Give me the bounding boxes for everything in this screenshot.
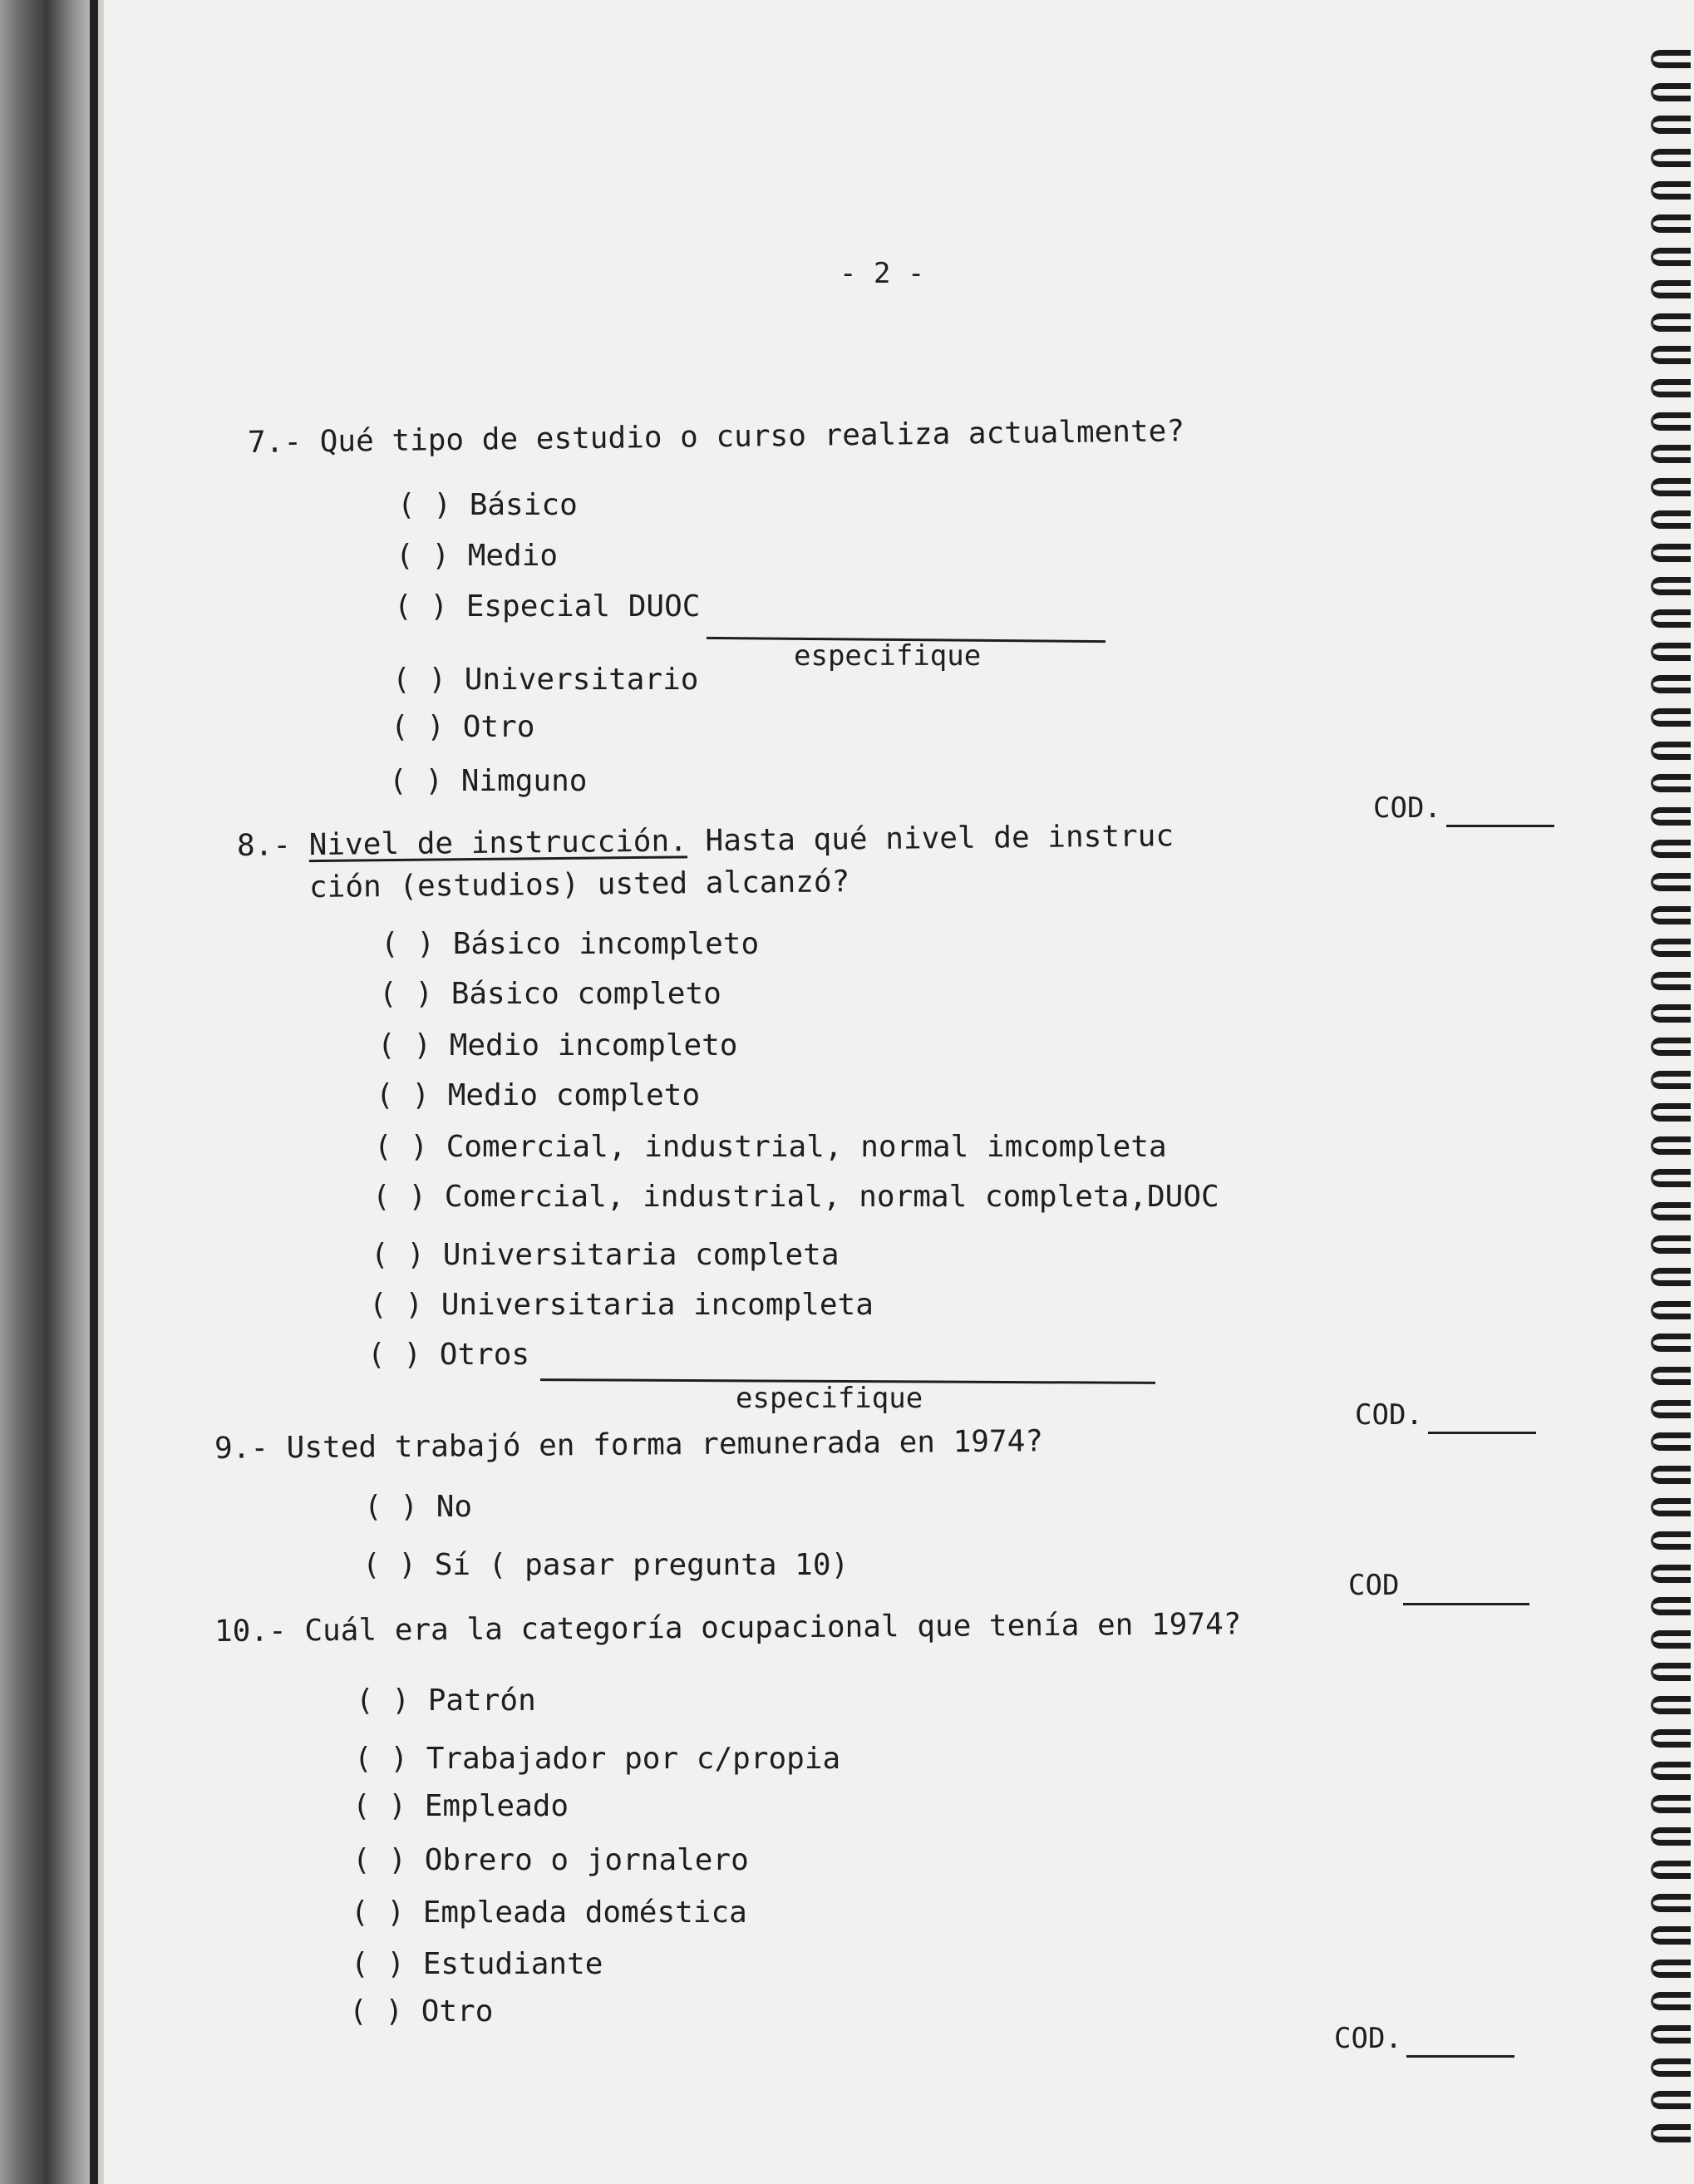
spiral-coil bbox=[1651, 346, 1691, 364]
spiral-coil bbox=[1651, 412, 1691, 431]
spiral-coil bbox=[1651, 1894, 1691, 1912]
question-9-number: 9.- bbox=[214, 1431, 269, 1466]
spiral-coil bbox=[1651, 774, 1691, 792]
question-8 bbox=[237, 821, 1174, 861]
spiral-coil bbox=[1651, 1960, 1691, 1978]
spiral-coil bbox=[1651, 214, 1691, 233]
question-7-number: 7.- bbox=[247, 425, 303, 460]
question-10-number: 10.- bbox=[214, 1614, 287, 1649]
spiral-coil bbox=[1651, 708, 1691, 727]
spiral-coil bbox=[1651, 1696, 1691, 1714]
q10-option-empleado: ( ) Empleado bbox=[352, 1789, 569, 1823]
spiral-coil bbox=[1651, 544, 1691, 562]
spiral-coil bbox=[1651, 2058, 1691, 2077]
spiral-coil bbox=[1651, 1861, 1691, 1879]
q8-option-otros: ( ) Otros bbox=[367, 1338, 530, 1372]
binding-edge bbox=[90, 0, 98, 2184]
spiral-coil bbox=[1651, 1992, 1691, 2010]
spiral-coil bbox=[1651, 906, 1691, 924]
q7-option-medio: ( ) Medio bbox=[396, 539, 559, 573]
spiral-coil bbox=[1651, 510, 1691, 529]
spiral-coil bbox=[1651, 116, 1691, 134]
spiral-coil bbox=[1651, 873, 1691, 891]
spiral-coil bbox=[1651, 248, 1691, 266]
spiral-coil bbox=[1651, 1531, 1691, 1550]
spiral-coil bbox=[1651, 1565, 1691, 1583]
q8-option-medio-completo: ( ) Medio completo bbox=[376, 1078, 701, 1112]
question-10 bbox=[214, 1607, 1242, 1649]
spiral-coil bbox=[1651, 1762, 1691, 1780]
binding-shadow bbox=[0, 0, 104, 2184]
spiral-coil bbox=[1651, 1663, 1691, 1681]
spiral-coil bbox=[1651, 1038, 1691, 1056]
spiral-coil bbox=[1651, 2025, 1691, 2043]
q7-option-universitario: ( ) Universitario bbox=[392, 663, 699, 697]
spiral-coil bbox=[1651, 1235, 1691, 1254]
spiral-coil bbox=[1651, 2124, 1691, 2142]
spiral-coil bbox=[1651, 379, 1691, 397]
question-8-title: Nivel de instrucción. bbox=[308, 824, 688, 863]
q9-option-no: ( ) No bbox=[364, 1490, 473, 1524]
q7-option-basico: ( ) Básico bbox=[397, 488, 578, 522]
spiral-coil bbox=[1651, 1795, 1691, 1813]
spiral-coil bbox=[1651, 840, 1691, 858]
q10-code-line bbox=[1406, 2055, 1514, 2058]
spiral-coil bbox=[1651, 1400, 1691, 1418]
q8-code-label: COD. bbox=[1355, 1398, 1423, 1432]
spiral-coil bbox=[1651, 1466, 1691, 1484]
q7-option-especial-duoc: ( ) Especial DUOC bbox=[394, 589, 701, 624]
spiral-coil bbox=[1651, 742, 1691, 760]
spiral-coil bbox=[1651, 181, 1691, 200]
q9-code-line bbox=[1403, 1603, 1529, 1605]
question-10-text: Cuál era la categoría ocupacional que tenía en 1974? bbox=[304, 1607, 1242, 1649]
question-7-text: Qué tipo de estudio o curso realiza actualmente? bbox=[319, 414, 1185, 459]
spiral-coil bbox=[1651, 939, 1691, 957]
spiral-coil bbox=[1651, 1827, 1691, 1846]
spiral-coil bbox=[1651, 1597, 1691, 1615]
q10-option-otro: ( ) Otro bbox=[349, 1994, 494, 2029]
question-8-text-line1: Hasta qué nivel de instruc bbox=[705, 819, 1174, 859]
spiral-coil bbox=[1651, 445, 1691, 463]
q9-code-label: COD bbox=[1348, 1569, 1400, 1602]
spiral-coil bbox=[1651, 1367, 1691, 1385]
q8-option-medio-incompleto: ( ) Medio incompleto bbox=[377, 1028, 738, 1062]
q7-option-otro: ( ) Otro bbox=[391, 710, 535, 744]
spiral-coil bbox=[1651, 280, 1691, 298]
spiral-coil bbox=[1651, 1729, 1691, 1748]
spiral-coil bbox=[1651, 1630, 1691, 1649]
spiral-coil bbox=[1651, 1202, 1691, 1220]
spiral-coil bbox=[1651, 149, 1691, 167]
spiral-coil bbox=[1651, 313, 1691, 332]
q8-option-comercial-completa: ( ) Comercial, industrial, normal completa,DUOC bbox=[372, 1180, 1219, 1214]
q9-option-si: ( ) Sí ( pasar pregunta 10) bbox=[362, 1548, 849, 1582]
page-number: - 2 - bbox=[840, 257, 925, 290]
q7-option-ninguno: ( ) Nimguno bbox=[389, 764, 588, 798]
q10-option-obrero: ( ) Obrero o jornalero bbox=[352, 1843, 749, 1877]
q8-option-comercial-incompleta: ( ) Comercial, industrial, normal imcompleta bbox=[374, 1130, 1167, 1164]
spiral-coil bbox=[1651, 50, 1691, 68]
spiral-coil bbox=[1651, 577, 1691, 595]
spiral-coil bbox=[1651, 478, 1691, 496]
spiral-coil bbox=[1651, 83, 1691, 101]
spiral-binding bbox=[1642, 50, 1694, 2178]
spiral-coil bbox=[1651, 609, 1691, 628]
question-8-number: 8.- bbox=[236, 828, 292, 863]
spiral-coil bbox=[1651, 1498, 1691, 1516]
q8-code-line bbox=[1428, 1432, 1536, 1434]
question-9 bbox=[214, 1424, 1044, 1466]
spiral-coil bbox=[1651, 1004, 1691, 1023]
q8-option-basico-completo: ( ) Básico completo bbox=[379, 977, 721, 1011]
q7-specify-label: especifique bbox=[794, 639, 982, 673]
spiral-coil bbox=[1651, 675, 1691, 693]
spiral-coil bbox=[1651, 1169, 1691, 1187]
q8-specify-label: especifique bbox=[736, 1382, 923, 1415]
question-8-text-line2: ción (estudios) usted alcanzó? bbox=[308, 865, 850, 905]
spiral-coil bbox=[1651, 1268, 1691, 1286]
spiral-coil bbox=[1651, 807, 1691, 826]
spiral-coil bbox=[1651, 2091, 1691, 2109]
spiral-coil bbox=[1651, 1926, 1691, 1945]
q8-option-basico-incompleto: ( ) Básico incompleto bbox=[381, 927, 760, 961]
spiral-coil bbox=[1651, 1136, 1691, 1155]
q10-option-trabajador: ( ) Trabajador por c/propia bbox=[354, 1742, 841, 1776]
q7-code-label: COD. bbox=[1373, 791, 1441, 825]
q10-option-empleada-domestica: ( ) Empleada doméstica bbox=[351, 1896, 747, 1930]
q8-option-universitaria-incompleta: ( ) Universitaria incompleta bbox=[369, 1288, 874, 1322]
spiral-coil bbox=[1651, 643, 1691, 661]
question-7 bbox=[247, 414, 1185, 460]
spiral-coil bbox=[1651, 1103, 1691, 1122]
q8-option-universitaria-completa: ( ) Universitaria completa bbox=[371, 1238, 840, 1272]
spiral-coil bbox=[1651, 1301, 1691, 1319]
spiral-coil bbox=[1651, 1334, 1691, 1352]
spiral-coil bbox=[1651, 1432, 1691, 1451]
spiral-coil bbox=[1651, 1071, 1691, 1089]
q10-option-patron: ( ) Patrón bbox=[356, 1684, 536, 1718]
question-9-text: Usted trabajó en forma remunerada en 1974? bbox=[286, 1424, 1044, 1466]
q7-code-line bbox=[1446, 825, 1554, 827]
spiral-coil bbox=[1651, 972, 1691, 990]
q10-code-label: COD. bbox=[1334, 2022, 1402, 2055]
q10-option-estudiante: ( ) Estudiante bbox=[351, 1947, 603, 1981]
